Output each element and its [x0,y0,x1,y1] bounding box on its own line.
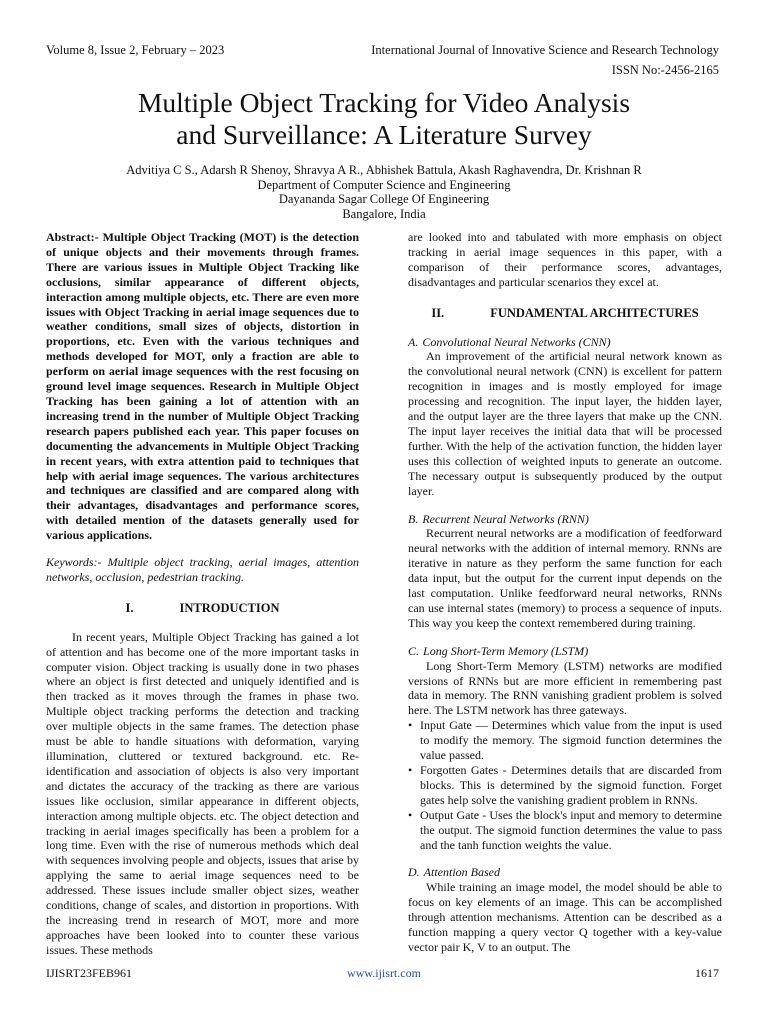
introduction-continued: are looked into and tabulated with more emphasis on object tracking in aerial image sequences in this paper, with a comparison of their performance scores, advantages, disadvantages and particular scenarios they excel at. [408,230,722,289]
paper-title [0,87,768,151]
bullet-icon: • [408,807,413,822]
subsection-letter: A. [408,334,419,349]
title-line-2: and Surveillance: A Literature Survey [176,119,592,150]
abstract: Abstract:- Multiple Object Tracking (MOT) is the detection of unique objects and their movements through frames. There are various issues in Multiple Object Tracking like occlusions, similar appearance of different objects, interaction among multiple objects, etc. There are even more issues with Object Tracking in aerial image sequences due to weather conditions, small sizes of objects, distortion in proportions, etc. Even with the various techniques and methods developed for MOT, only a fraction are able to perform on aerial image sequences with the rest focusing on ground level image sequences. Research in Multiple Object Tracking has been gaining a lot of attention with an increasing trend in the number of Multiple Object Tracking research papers published each year. This paper focuses on documenting the advancements in Multiple Object Tracking in recent years, with extra attention paid to techniques that help with aerial image sequences. The various architectures and techniques are classified and are compared along with their advantages, disadvantages and performance scores, with detailed mention of the datasets generally used for various applications. [46,230,359,543]
section-number: I. [125,600,134,615]
author-college: Dayananda Sagar College Of Engineering [278,192,490,206]
list-item-text: Forgotten Gates - Determines details that are discarded from blocks. This is determined by the sigmoid function. Forget gates help solve the vanishing gradient problem in RNNs. [420,763,722,807]
subsection-heading-lstm [408,644,722,659]
section-heading-fundamental [408,306,722,321]
subsection-letter: C. [408,643,420,658]
list-item [408,808,722,853]
author-department: Department of Computer Science and Engineering [257,177,511,192]
subsection-title: Long Short-Term Memory (LSTM) [423,643,589,658]
right-column [408,230,722,955]
attention-text: While training an image model, the model should be able to focus on key elements of an image. This can be accomplished through attention mechanisms. Attention can be described as a function mapping a query vector Q together with a key-value vector pair K, V to an output. The [408,880,722,954]
section-heading-introduction [46,601,359,616]
journal-website-link[interactable]: www.ijisrt.com [347,966,421,980]
lstm-gate-list [408,718,722,852]
list-item-text: Output Gate - Uses the block's input and memory to determine the output. The sigmoid function determines the value to pass and the tanh function weights the value. [420,807,722,852]
list-item-text: Input Gate — Determines which value from the input is used to modify the memory. The sigmoid function determines the value passed. [420,718,722,763]
subsection-title: Attention Based [423,865,500,880]
keywords: Keywords:- Multiple object tracking, aerial images, attention networks, occlusion, pedestrian tracking. [46,555,359,584]
page-number: 1617 [695,966,719,980]
subsection-letter: B. [408,511,419,526]
subsection-title: Convolutional Neural Networks (CNN) [422,334,611,349]
issn: ISSN No:-2456-2165 [611,63,719,77]
author-names: Advitiya C S., Adarsh R Shenoy, Shravya A R., Abhishek Battula, Akash Raghavendra, Dr. Krishnan R [126,163,642,177]
cnn-text: An improvement of the artificial neural network known as the convolutional neural network (CNN) is excellent for pattern recognition in images and is mostly employed for image processing and recognition. The input layer, the hidden layer, and the output layer are the three layers that make up the CNN. The input layer receives the initial data that will be processed further. With the help of the activation function, the hidden layer uses this collection of weighted inputs to generate an outcome. The necessary output is subsequently produced by the output layer. [408,349,722,498]
subsection-letter: D. [408,865,420,880]
volume-info: Volume 8, Issue 2, February – 2023 [46,43,225,57]
subsection-title: Recurrent Neural Networks (RNN) [422,511,589,526]
subsection-heading-rnn [408,512,722,527]
bullet-icon: • [408,763,413,777]
author-city: Bangalore, India [342,206,426,221]
section-title: FUNDAMENTAL ARCHITECTURES [490,305,699,320]
lstm-text: Long Short-Term Memory (LSTM) networks are modified versions of RNNs but are more efficient in remembering past data in memory. The RNN vanishing gradient problem is solved here. The LSTM network has three gateways. [408,658,722,718]
title-line-1: Multiple Object Tracking for Video Analysis [137,87,631,118]
subsection-heading-attention [408,865,722,880]
paper-code: IJISRT23FEB961 [46,966,132,980]
bullet-icon: • [408,718,413,733]
rnn-text: Recurrent neural networks are a modification of feedforward neural networks with the addition of internal memory. RNNs are iterative in nature as they perform the same function for each data input, but the output for the current input depends on the last computation. Unlike feedforward neural networks, RNNs can use internal states (memory) to process a sequence of inputs. This way you keep the context remembered during training. [408,526,722,630]
list-item [408,763,722,808]
subsection-heading-cnn [408,335,722,350]
section-number: II. [431,305,445,320]
section-title: INTRODUCTION [179,600,280,615]
left-column [46,230,359,958]
journal-name: International Journal of Innovative Science and Research Technology [371,43,719,57]
introduction-text: In recent years, Multiple Object Tracking has gained a lot of attention and has become one of the more important tasks in computer vision. Object tracking is usually done in two phases where an object is first detected and uniquely identified and is then tracked as it moves through the frames in phase two. Multiple object tracking performs the detection and tracking over multiple objects in the same frames. The detection phase must be able to handle situations with deformation, varying illumination, cluttered or textured background. etc. Re-identification and association of objects is also very important and dictates the accuracy of the tracking as there are various issues like occlusion, similar appearance in different objects, interaction among multiple objects. etc. The object detection and tracking in aerial images specifically has been a problem for a long time. Even with the rise of numerous methods which deal with sequences involving people and objects, issues that arise by applying the same to aerial image sequences need to be addressed. These issues include smaller object sizes, weather conditions, change of scales, and distortion in proportions. With the increasing trend in research of MOT, more and more approaches have been looked into to counter these various issues. These methods [46,629,359,957]
list-item [408,718,722,763]
author-block [0,163,768,221]
